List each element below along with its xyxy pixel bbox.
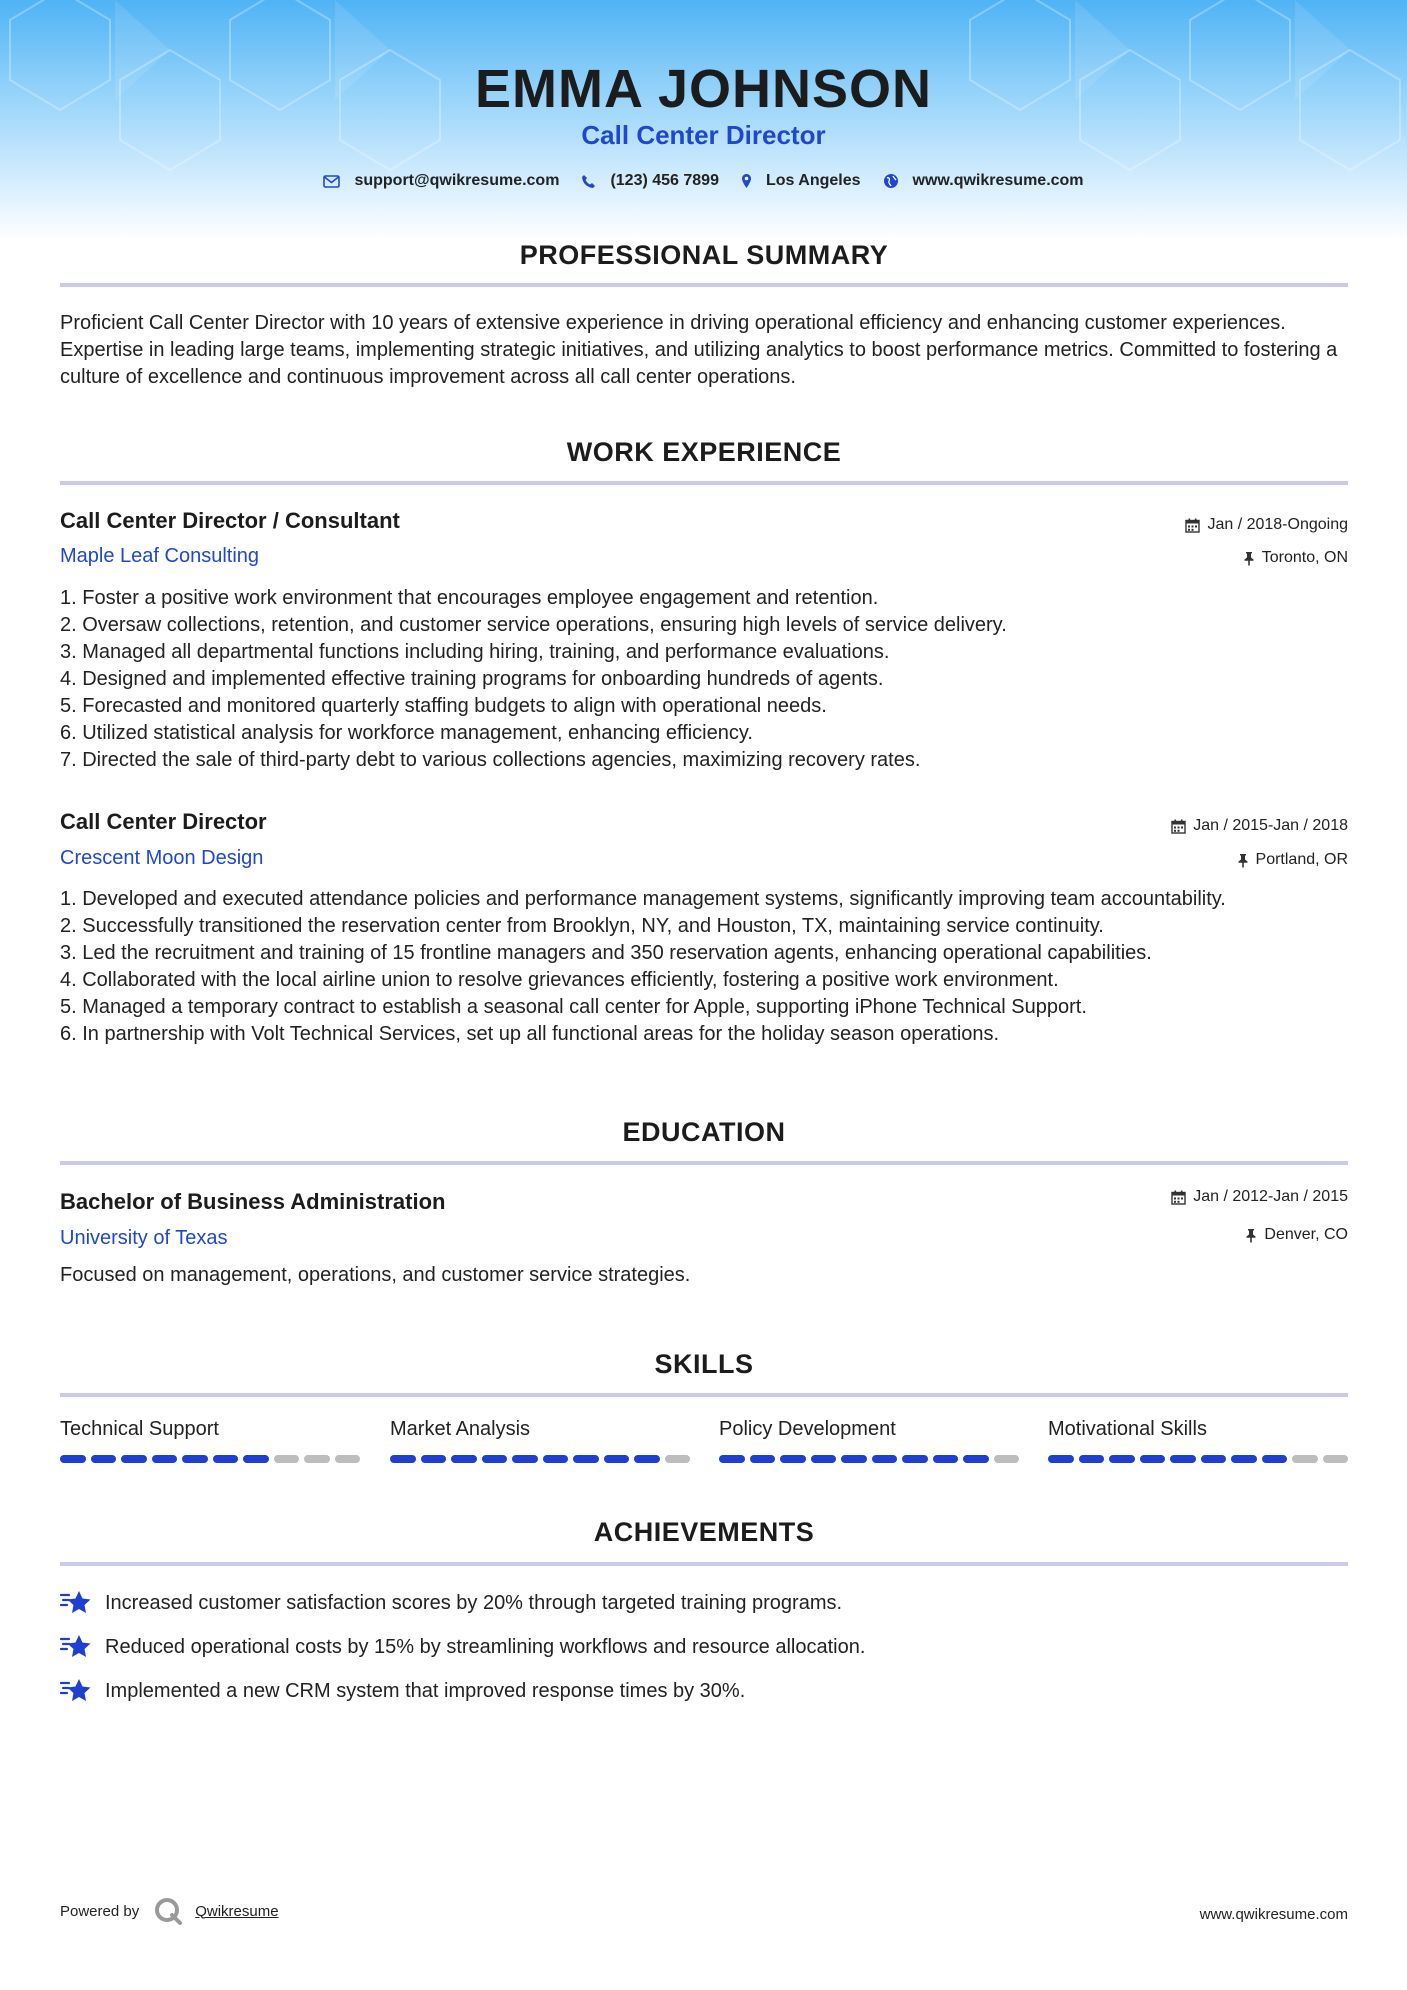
- email-text: support@qwikresume.com: [354, 172, 560, 189]
- skill-segment-filled: [1231, 1455, 1257, 1463]
- skill-segment-filled: [1140, 1455, 1166, 1463]
- phone-text: (123) 456 7899: [610, 172, 719, 189]
- achievement-text: Implemented a new CRM system that improved response times by 30%.: [105, 1679, 746, 1702]
- skill-segment-filled: [811, 1455, 837, 1463]
- skill-segment-empty: [1292, 1455, 1318, 1463]
- skill-segment-empty: [304, 1455, 330, 1463]
- experience-divider: [60, 481, 1348, 485]
- education-degree: Bachelor of Business Administration: [60, 1189, 446, 1214]
- job-2-dates: [1171, 817, 1348, 835]
- job-1-role: Call Center Director / Consultant: [60, 508, 400, 533]
- skill-segment-filled: [152, 1455, 178, 1463]
- list-item: 3. Led the recruitment and training of 15 frontline managers and 350 reservation agents, enhancing operational capabilities.: [60, 942, 1152, 964]
- skill-rating-bar: [60, 1455, 360, 1463]
- list-item: 5. Forecasted and monitored quarterly staffing budgets to align with operational needs.: [60, 695, 827, 717]
- skill-segment-filled: [213, 1455, 239, 1463]
- education-description: Focused on management, operations, and customer service strategies.: [60, 1264, 691, 1286]
- skill-segment-empty: [994, 1455, 1020, 1463]
- achievement-item: [60, 1590, 842, 1616]
- experience-heading: WORK EXPERIENCE: [566, 437, 842, 467]
- contact-website[interactable]: [883, 172, 1084, 190]
- skill-segment-filled: [421, 1455, 447, 1463]
- skill-item: [1048, 1418, 1348, 1463]
- list-item: 4. Collaborated with the local airline union to resolve grievances efficiently, fostering a positive work environment.: [60, 969, 1059, 991]
- skill-segment-filled: [933, 1455, 959, 1463]
- star-icon: [60, 1678, 91, 1704]
- summary-heading: PROFESSIONAL SUMMARY: [519, 240, 889, 270]
- qwikresume-link[interactable]: Qwikresume: [195, 1902, 279, 1920]
- map-pin-icon: [741, 173, 752, 189]
- skill-item: [719, 1418, 1019, 1463]
- job-2-role: Call Center Director: [60, 809, 267, 834]
- pushpin-icon: [1245, 1228, 1257, 1243]
- calendar-icon: [1171, 819, 1186, 834]
- skill-rating-bar: [719, 1455, 1019, 1463]
- skill-segment-filled: [750, 1455, 776, 1463]
- job-1-company: Maple Leaf Consulting: [60, 545, 260, 567]
- list-item: 7. Directed the sale of third-party debt to various collections agencies, maximizing recovery rates.: [60, 749, 921, 771]
- candidate-title: Call Center Director: [581, 120, 826, 150]
- star-icon: [60, 1590, 91, 1616]
- contact-email[interactable]: [323, 172, 559, 190]
- skill-segment-filled: [91, 1455, 117, 1463]
- job-2-responsibilities: [60, 886, 1360, 1048]
- summary-divider: [60, 283, 1348, 287]
- list-item: 2. Oversaw collections, retention, and customer service operations, ensuring high levels of service delivery.: [60, 614, 1007, 636]
- list-item: 6. Utilized statistical analysis for workforce management, enhancing efficiency.: [60, 722, 753, 744]
- job-1-responsibilities: [60, 585, 1360, 774]
- skill-segment-filled: [1109, 1455, 1135, 1463]
- star-icon: [60, 1634, 91, 1660]
- skill-segment-filled: [634, 1455, 660, 1463]
- candidate-name: EMMA JOHNSON: [474, 59, 933, 119]
- job-1-location: [1243, 549, 1348, 567]
- skill-segment-filled: [841, 1455, 867, 1463]
- contact-location: [741, 172, 861, 190]
- skill-name: Technical Support: [60, 1418, 219, 1440]
- skill-segment-filled: [604, 1455, 630, 1463]
- skill-segment-filled: [121, 1455, 147, 1463]
- skill-segment-filled: [482, 1455, 508, 1463]
- skill-segment-filled: [1201, 1455, 1227, 1463]
- education-heading: EDUCATION: [622, 1117, 786, 1147]
- skill-name: Policy Development: [719, 1418, 896, 1440]
- phone-icon: [581, 174, 596, 189]
- list-item: 1. Foster a positive work environment that encourages employee engagement and retention.: [60, 587, 879, 609]
- education-dates-text: Jan / 2012-Jan / 2015: [1193, 1188, 1348, 1205]
- achievements-heading: ACHIEVEMENTS: [593, 1517, 815, 1547]
- skill-segment-filled: [182, 1455, 208, 1463]
- education-location-text: Denver, CO: [1264, 1226, 1348, 1243]
- job-1-dates: [1185, 516, 1348, 534]
- list-item: 4. Designed and implemented effective training programs for onboarding hundreds of agents.: [60, 668, 884, 690]
- achievements-divider: [60, 1562, 1348, 1566]
- job-2-location: [1237, 851, 1348, 869]
- pushpin-icon: [1237, 853, 1249, 868]
- job-2-dates-text: Jan / 2015-Jan / 2018: [1193, 817, 1348, 834]
- job-1-location-text: Toronto, ON: [1261, 549, 1348, 566]
- skill-segment-filled: [963, 1455, 989, 1463]
- footer-website[interactable]: www.qwikresume.com: [1199, 1906, 1348, 1923]
- skill-segment-filled: [872, 1455, 898, 1463]
- skill-segment-empty: [335, 1455, 361, 1463]
- powered-by-label: Powered by: [60, 1902, 140, 1920]
- qwikresume-logo-icon: [153, 1896, 183, 1926]
- skill-name: Market Analysis: [390, 1418, 531, 1440]
- skill-segment-empty: [274, 1455, 300, 1463]
- website-text: www.qwikresume.com: [912, 172, 1084, 189]
- skill-segment-empty: [1323, 1455, 1349, 1463]
- skill-segment-empty: [665, 1455, 691, 1463]
- skill-segment-filled: [1048, 1455, 1074, 1463]
- skill-rating-bar: [390, 1455, 690, 1463]
- skill-item: [390, 1418, 690, 1463]
- skill-segment-filled: [60, 1455, 86, 1463]
- contact-bar: [0, 172, 1407, 190]
- education-dates: [1171, 1188, 1348, 1206]
- skill-segment-filled: [451, 1455, 477, 1463]
- calendar-icon: [1185, 518, 1200, 533]
- skill-segment-filled: [543, 1455, 569, 1463]
- skills-divider: [60, 1393, 1348, 1397]
- pushpin-icon: [1243, 551, 1255, 566]
- contact-phone[interactable]: [581, 172, 719, 190]
- skills-heading: SKILLS: [654, 1349, 754, 1379]
- skill-segment-filled: [243, 1455, 269, 1463]
- globe-icon: [883, 173, 899, 189]
- job-2-company: Crescent Moon Design: [60, 847, 264, 869]
- calendar-icon: [1171, 1190, 1186, 1205]
- list-item: 6. In partnership with Volt Technical Services, set up all functional areas for the holiday season operations.: [60, 1023, 1000, 1045]
- skill-segment-filled: [902, 1455, 928, 1463]
- footer-branding: [60, 1896, 279, 1926]
- list-item: 1. Developed and executed attendance policies and performance management systems, significantly improving team accountability.: [60, 888, 1226, 910]
- achievement-item: [60, 1634, 865, 1660]
- education-location: [1245, 1226, 1348, 1244]
- skill-item: [60, 1418, 360, 1463]
- envelope-icon: [323, 175, 340, 188]
- summary-text: Proficient Call Center Director with 10 years of extensive experience in driving operational efficiency and enhancing customer experiences. Expertise in leading large teams, implementing strategic initiatives, and utilizing analytics to boost performance metrics. Committed to fostering a culture of excellence and continuous improvement across all call center operations.: [60, 312, 1338, 388]
- skill-segment-filled: [512, 1455, 538, 1463]
- achievement-text: Reduced operational costs by 15% by streamlining workflows and resource allocation.: [105, 1635, 866, 1658]
- education-school: University of Texas: [60, 1227, 228, 1249]
- skill-segment-filled: [390, 1455, 416, 1463]
- skill-segment-filled: [1170, 1455, 1196, 1463]
- skill-rating-bar: [1048, 1455, 1348, 1463]
- skill-segment-filled: [719, 1455, 745, 1463]
- achievement-item: [60, 1678, 745, 1704]
- list-item: 3. Managed all departmental functions including hiring, training, and performance evaluations.: [60, 641, 890, 663]
- location-text: Los Angeles: [765, 172, 861, 189]
- job-1-dates-text: Jan / 2018-Ongoing: [1207, 516, 1348, 533]
- skill-segment-filled: [1262, 1455, 1288, 1463]
- list-item: 2. Successfully transitioned the reservation center from Brooklyn, NY, and Houston, TX, maintaining service continuity.: [60, 915, 1104, 937]
- skill-segment-filled: [780, 1455, 806, 1463]
- skill-name: Motivational Skills: [1048, 1418, 1207, 1440]
- skill-segment-filled: [1079, 1455, 1105, 1463]
- list-item: 5. Managed a temporary contract to establish a seasonal call center for Apple, supporting iPhone Technical Support.: [60, 996, 1087, 1018]
- job-2-location-text: Portland, OR: [1255, 851, 1348, 868]
- skill-segment-filled: [573, 1455, 599, 1463]
- achievement-text: Increased customer satisfaction scores by 20% through targeted training programs.: [105, 1591, 843, 1614]
- education-divider: [60, 1161, 1348, 1165]
